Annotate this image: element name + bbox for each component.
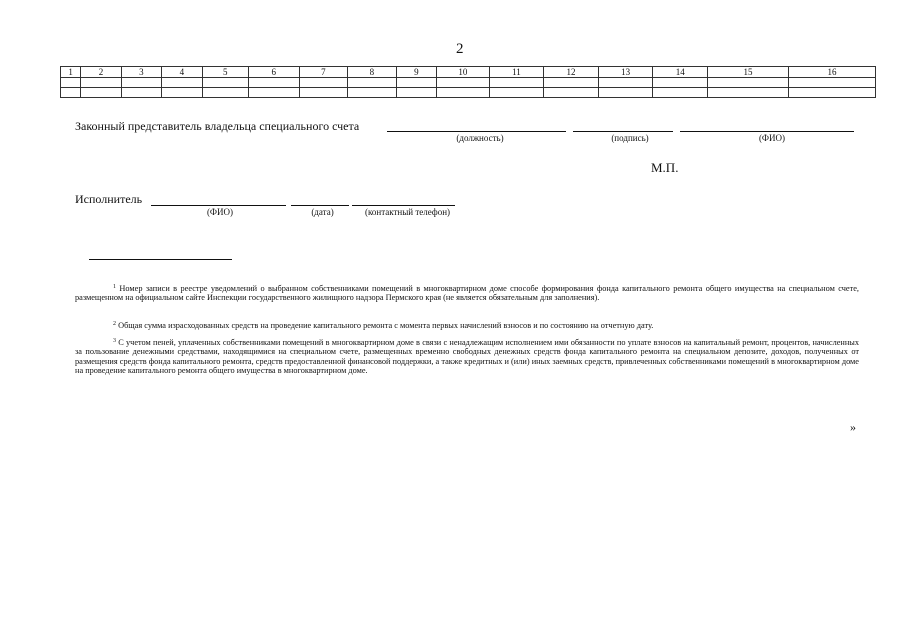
column-number: 15 — [708, 67, 789, 78]
column-number: 6 — [249, 67, 300, 78]
column-number: 3 — [121, 67, 161, 78]
executor-date-caption: (дата) — [311, 207, 334, 217]
name-caption: (ФИО) — [758, 133, 786, 143]
executor-phone-line[interactable] — [352, 205, 455, 206]
page-number: 2 — [456, 41, 464, 57]
column-number: 9 — [396, 67, 436, 78]
table-header-row — [61, 67, 876, 78]
position-line[interactable] — [387, 131, 566, 132]
footnote-3 — [75, 338, 859, 376]
executor-phone-caption: (контактный телефон) — [364, 207, 451, 217]
stamp-mark: М.П. — [651, 160, 679, 175]
column-number: 7 — [299, 67, 348, 78]
column-number: 4 — [162, 67, 202, 78]
column-number: 1 — [61, 67, 81, 78]
footnote-separator — [89, 259, 232, 260]
executor-label: Исполнитель — [75, 192, 143, 206]
footnote-mark: 2 — [113, 321, 116, 327]
footnote-2 — [75, 321, 859, 330]
column-number: 16 — [788, 67, 875, 78]
report-table — [60, 66, 876, 98]
representative-label: Законный представитель владельца специального счета — [75, 119, 360, 133]
name-line[interactable] — [680, 131, 854, 132]
executor-date-line[interactable] — [291, 205, 349, 206]
column-number: 14 — [653, 67, 708, 78]
footnote-text: Общая сумма израсходованных средств на проведение капитального ремонта с момента первых начислений взносов и по состоянию на отчетную дату. — [118, 321, 654, 330]
column-number: 5 — [202, 67, 249, 78]
column-number: 13 — [598, 67, 653, 78]
footnote-text: Номер записи в реестре уведомлений о выбранном собственниками помещений в многоквартирном доме способе формирования фонда капитального ремонта общего имущества на специальном счете, размещенном на официальном сайте Инспекции государственного жилищного надзора Пермского края (не является обязательным для заполнения). — [75, 284, 859, 303]
table-row — [61, 78, 876, 88]
column-number: 2 — [81, 67, 121, 78]
closing-quote: » — [850, 420, 856, 434]
executor-name-caption: (ФИО) — [206, 207, 234, 217]
footnote-text: С учетом пеней, уплаченных собственниками помещений в многоквартирном доме в связи с ненадлежащим исполнением ими обязанности по уплате взносов на капитальный ремонт, процентов, начисленных за пользование денежными средствами, находящимися на специальном счете, размещенных временно свободных денежных средств фонда капитального ремонта на специальном депозите, доходов, полученных от размещения средств фонда капитального ремонта, средств предоставленной финансовой поддержки, а также кредитных и (или) иных заемных средств, привлеченных собственниками помещений в многоквартирном доме на проведение капитального ремонта общего имущества в многоквартирном доме. — [75, 338, 859, 376]
footnote-mark: 3 — [113, 338, 116, 344]
signature-line[interactable] — [573, 131, 673, 132]
signature-caption: (подпись) — [611, 133, 649, 143]
column-number: 8 — [348, 67, 397, 78]
column-number: 10 — [437, 67, 490, 78]
table-row — [61, 88, 876, 98]
executor-name-line[interactable] — [151, 205, 286, 206]
column-number: 12 — [544, 67, 599, 78]
position-caption: (должность) — [456, 133, 504, 143]
column-number: 11 — [489, 67, 544, 78]
footnote-1 — [75, 284, 859, 303]
footnote-mark: 1 — [113, 284, 116, 290]
